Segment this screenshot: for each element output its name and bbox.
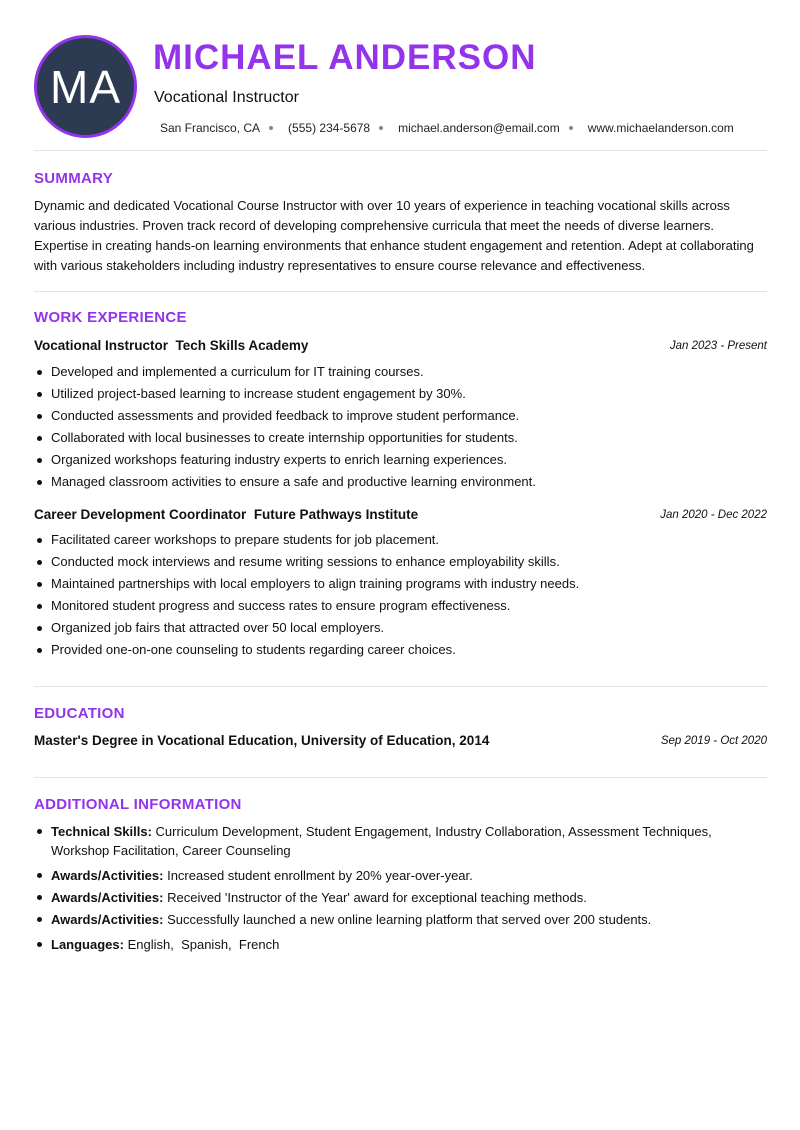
item-text: Received 'Instructor of the Year' award for exceptional teaching methods.	[167, 890, 587, 905]
job-role: Career Development Coordinator	[34, 507, 247, 522]
additional-info-list	[34, 822, 767, 960]
job-company: Tech Skills Academy	[175, 338, 309, 353]
job-dates: Jan 2020 - Dec 2022	[660, 509, 767, 521]
contact-email[interactable]: michael.anderson@email.com	[398, 121, 560, 135]
contact-website[interactable]: www.michaelanderson.com	[587, 121, 734, 135]
list-item	[34, 822, 767, 860]
item-text: English, Spanish, French	[127, 937, 280, 952]
list-item: Facilitated career workshops to prepare students for job placement.	[34, 531, 767, 553]
job-header	[34, 338, 767, 356]
additional-info-heading: ADDITIONAL INFORMATION	[34, 796, 242, 813]
summary-text: Dynamic and dedicated Vocational Course Instructor with over 10 years of experience in teaching vocational skills across various industries. Proven track record of developing comprehensive curricula that meet the needs of diverse learners. Expertise in creating hands-on learning environments that enhance student engagement and retention. Adept at collaborating with various stakeholders including industry representatives to ensure course relevance and effectiveness.	[34, 198, 754, 273]
item-label: Awards/Activities:	[51, 890, 164, 905]
list-item: Monitored student progress and success rates to ensure program effectiveness.	[34, 597, 767, 619]
separator-dot	[379, 126, 383, 130]
education-heading: EDUCATION	[34, 705, 125, 722]
item-label: Awards/Activities:	[51, 868, 164, 883]
job-role: Vocational Instructor	[34, 338, 169, 353]
item-label: Awards/Activities:	[51, 912, 164, 927]
list-item: Provided one-on-one counseling to students regarding career choices.	[34, 641, 767, 663]
divider	[34, 150, 767, 151]
item-label: Technical Skills:	[51, 824, 152, 839]
item-text: Increased student enrollment by 20% year-over-year.	[167, 868, 473, 883]
job-company: Future Pathways Institute	[253, 507, 419, 522]
item-text: Successfully launched a new online learning platform that served over 200 students.	[167, 912, 652, 927]
avatar	[34, 35, 137, 138]
list-item: Conducted assessments and provided feedback to improve student performance.	[34, 407, 767, 429]
divider	[34, 777, 767, 778]
list-item: Collaborated with local businesses to create internship opportunities for students.	[34, 429, 767, 451]
separator-dot	[569, 126, 573, 130]
education-degree: Master's Degree in Vocational Education, University of Education, 2014	[34, 733, 490, 748]
candidate-name: MICHAEL ANDERSON	[153, 38, 537, 77]
job-dates: Jan 2023 - Present	[669, 340, 767, 352]
job-bullets	[34, 363, 767, 495]
job-header	[34, 507, 767, 525]
list-item: Developed and implemented a curriculum for IT training courses.	[34, 363, 767, 385]
education-dates: Sep 2019 - Oct 2020	[660, 735, 767, 747]
summary-heading: SUMMARY	[34, 170, 114, 187]
list-item: Managed classroom activities to ensure a safe and productive learning environment.	[34, 473, 767, 495]
list-item: Organized workshops featuring industry experts to enrich learning experiences.	[34, 451, 767, 473]
list-item: Conducted mock interviews and resume writing sessions to enhance employability skills.	[34, 553, 767, 575]
divider	[34, 686, 767, 687]
list-item: Maintained partnerships with local employers to align training programs with industry needs.	[34, 575, 767, 597]
work-experience-heading: WORK EXPERIENCE	[34, 309, 187, 326]
avatar-initials: MA	[50, 60, 121, 113]
contact-phone[interactable]: (555) 234-5678	[288, 121, 371, 135]
candidate-title: Vocational Instructor	[154, 89, 299, 106]
list-item: Utilized project-based learning to increase student engagement by 30%.	[34, 385, 767, 407]
job-bullets	[34, 531, 767, 663]
education-entry	[34, 733, 767, 751]
item-text: Curriculum Development, Student Engagement, Industry Collaboration, Assessment Techniques, Workshop Facilitation, Career Counseling	[51, 824, 712, 858]
item-label: Languages:	[51, 937, 124, 952]
list-item	[34, 910, 767, 929]
list-item	[34, 935, 767, 954]
list-item	[34, 866, 767, 885]
contact-location: San Francisco, CA	[160, 121, 261, 135]
list-item	[34, 888, 767, 907]
contact-row	[160, 121, 734, 135]
list-item: Organized job fairs that attracted over 50 local employers.	[34, 619, 767, 641]
divider	[34, 291, 767, 292]
separator-dot	[269, 126, 273, 130]
